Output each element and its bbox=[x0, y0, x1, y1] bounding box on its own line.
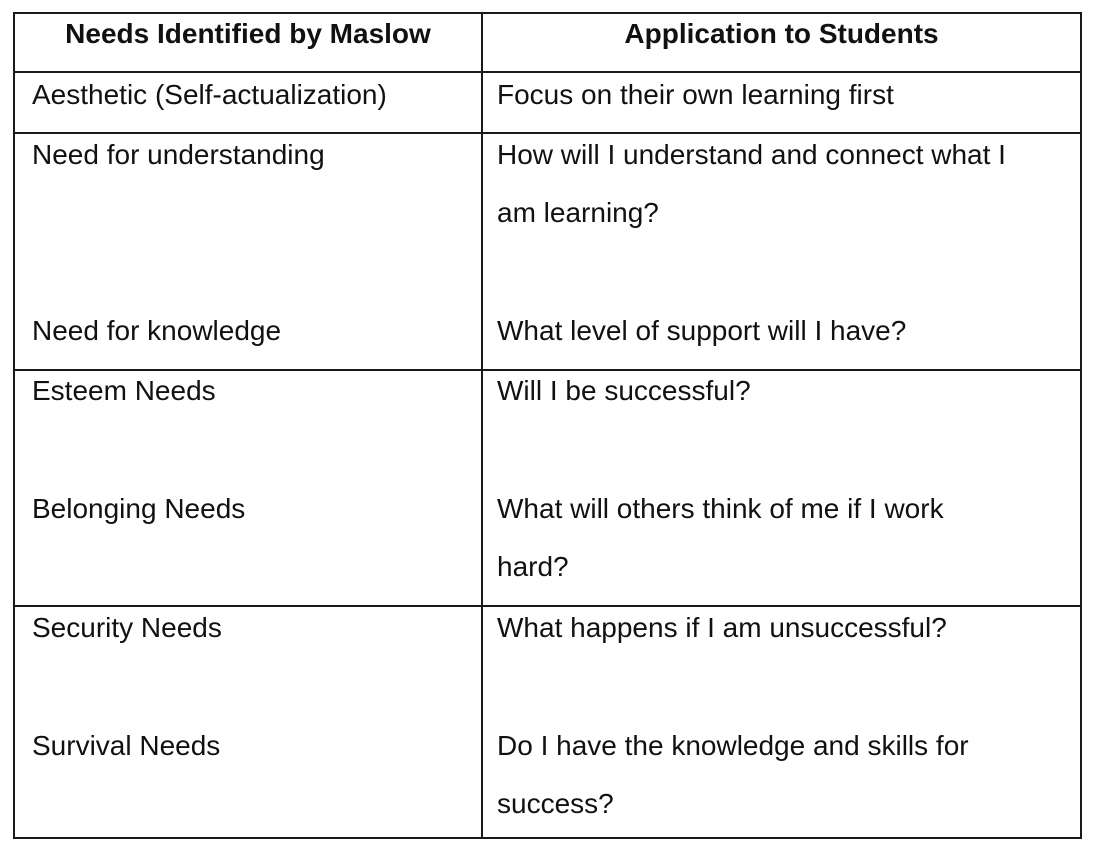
column-divider bbox=[481, 73, 483, 132]
column-divider bbox=[481, 371, 483, 605]
table-row bbox=[15, 371, 1080, 607]
row-application-text: Will I be successful? bbox=[497, 375, 751, 406]
row-need-label: Need for understanding bbox=[32, 139, 325, 170]
row-need-label: Survival Needs bbox=[32, 730, 221, 761]
column-divider bbox=[481, 14, 483, 71]
row-application-text: What happens if I am unsuccessful? bbox=[497, 612, 947, 643]
row-application-text: Focus on their own learning first bbox=[497, 79, 894, 110]
column-divider bbox=[481, 607, 483, 837]
table-row bbox=[15, 73, 1080, 134]
row-application-text: am learning? bbox=[497, 197, 659, 228]
table-header-row bbox=[15, 14, 1080, 73]
table-row bbox=[15, 607, 1080, 837]
row-need-label: Security Needs bbox=[32, 612, 222, 643]
row-need-label: Belonging Needs bbox=[32, 493, 246, 524]
header-needs: Needs Identified by Maslow bbox=[65, 18, 431, 49]
row-application-text: Do I have the knowledge and skills for bbox=[497, 730, 969, 761]
row-need-label: Need for knowledge bbox=[32, 315, 282, 346]
row-application-text: success? bbox=[497, 788, 614, 819]
row-application-text: hard? bbox=[497, 551, 569, 582]
maslow-table bbox=[13, 12, 1082, 839]
header-application: Application to Students bbox=[624, 18, 939, 49]
row-need-label: Esteem Needs bbox=[32, 375, 216, 406]
row-need-label: Aesthetic (Self-actualization) bbox=[32, 79, 387, 110]
row-application-text: What level of support will I have? bbox=[497, 315, 907, 346]
row-application-text: What will others think of me if I work bbox=[497, 493, 944, 524]
table-row bbox=[15, 134, 1080, 371]
row-application-text: How will I understand and connect what I bbox=[497, 139, 1006, 170]
column-divider bbox=[481, 134, 483, 369]
